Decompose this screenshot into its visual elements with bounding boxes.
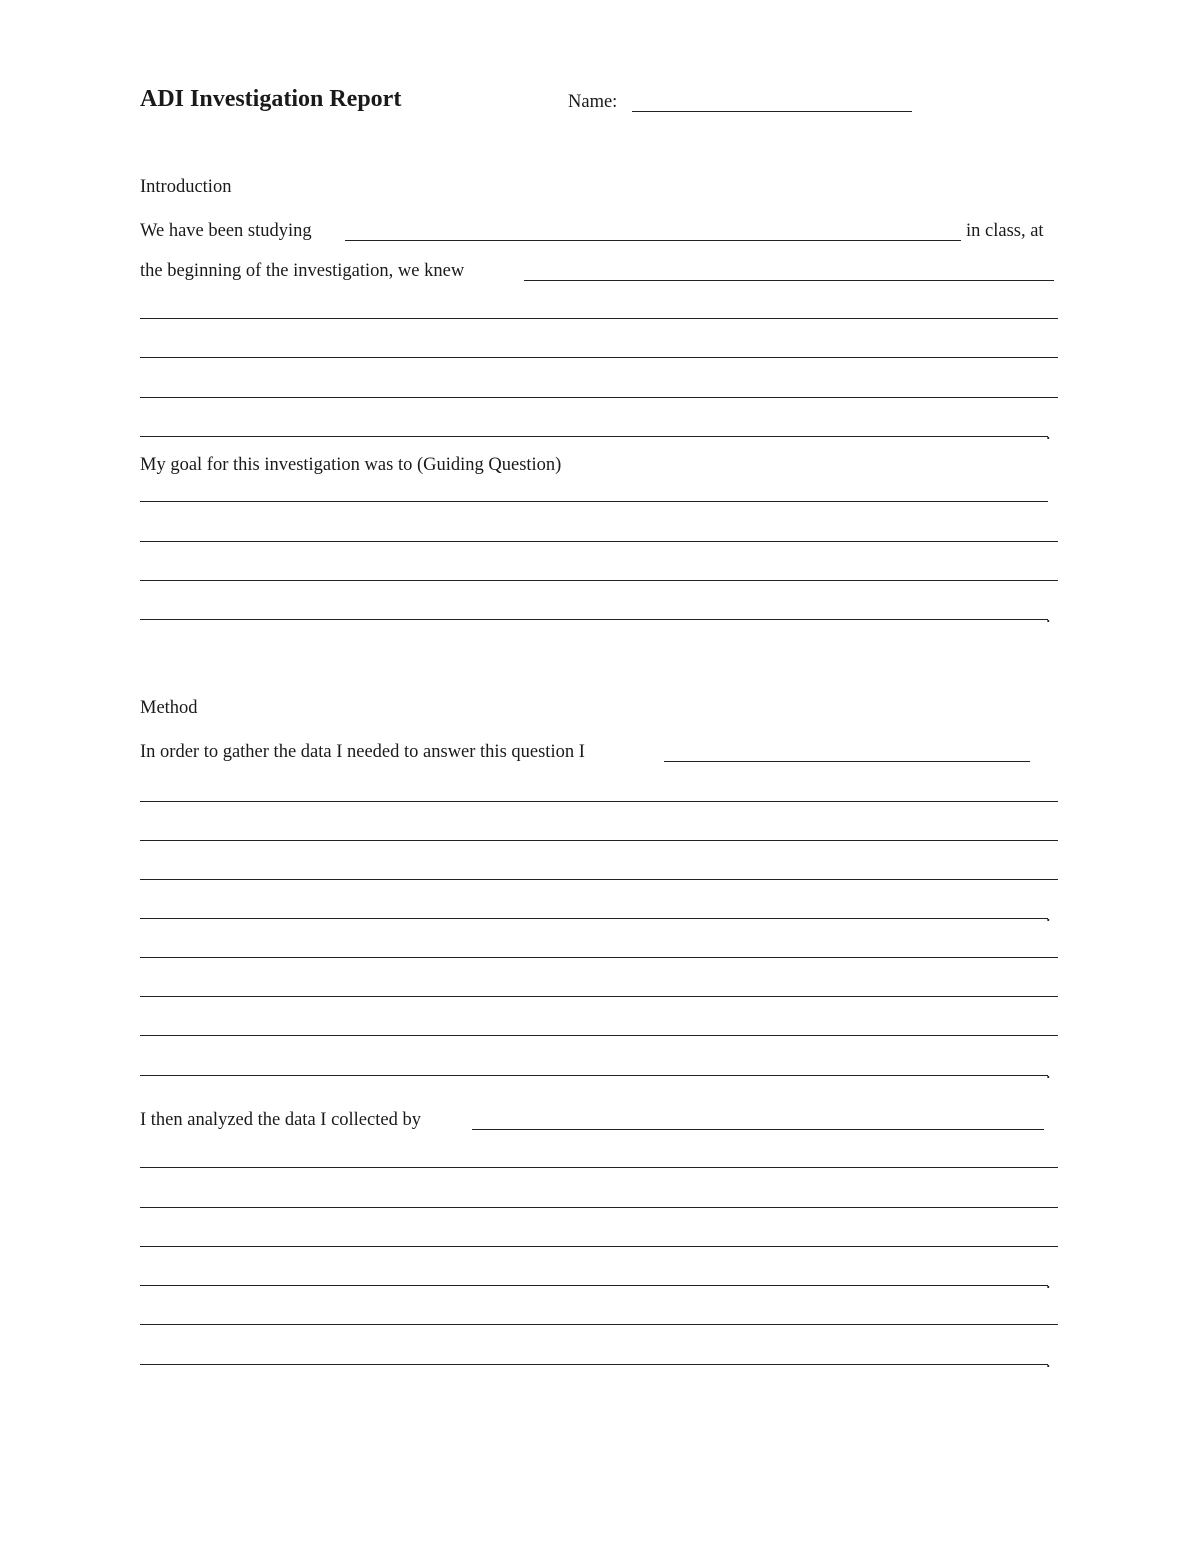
intro-period: . [1046,423,1051,443]
method-answer-line[interactable] [140,840,1058,841]
method-answer-line[interactable] [140,801,1058,802]
studying-prefix: We have been studying [140,221,312,241]
goal-answer-line[interactable] [140,580,1058,581]
intro-answer-line[interactable] [140,357,1058,358]
method-answer-line[interactable] [140,1075,1048,1076]
analyzed-prefix: I then analyzed the data I collected by [140,1110,421,1130]
analysis-answer-line[interactable] [140,1167,1058,1168]
knew-blank[interactable] [524,280,1054,281]
goal-answer-line[interactable] [140,619,1048,620]
goal-prompt: My goal for this investigation was to (Guiding Question) [140,455,562,475]
method-period: . [1046,905,1051,925]
analysis-answer-line[interactable] [140,1324,1058,1325]
method-period: . [1046,1062,1051,1082]
analysis-period: . [1046,1272,1051,1292]
goal-period: . [1046,606,1051,626]
method-answer-line[interactable] [140,879,1058,880]
analysis-period: . [1046,1351,1051,1371]
analysis-answer-line[interactable] [140,1246,1058,1247]
gather-blank[interactable] [664,761,1030,762]
goal-answer-line[interactable] [140,501,1048,502]
method-heading: Method [140,698,198,718]
introduction-heading: Introduction [140,177,232,197]
intro-answer-line[interactable] [140,397,1058,398]
analyzed-blank[interactable] [472,1129,1044,1130]
name-blank[interactable] [632,111,912,112]
name-label: Name: [568,92,618,112]
studying-blank[interactable] [345,240,961,241]
analysis-answer-line[interactable] [140,1207,1058,1208]
method-answer-line[interactable] [140,957,1058,958]
analysis-answer-line[interactable] [140,1285,1048,1286]
method-answer-line[interactable] [140,1035,1058,1036]
method-answer-line[interactable] [140,996,1058,997]
gather-prefix: In order to gather the data I needed to answer this question I [140,742,585,762]
intro-answer-line[interactable] [140,436,1048,437]
method-answer-line[interactable] [140,918,1048,919]
studying-suffix: in class, at [966,221,1044,241]
analysis-answer-line[interactable] [140,1364,1048,1365]
goal-answer-line[interactable] [140,541,1058,542]
report-title: ADI Investigation Report [140,86,402,112]
knew-prefix: the beginning of the investigation, we knew [140,261,465,281]
intro-answer-line[interactable] [140,318,1058,319]
